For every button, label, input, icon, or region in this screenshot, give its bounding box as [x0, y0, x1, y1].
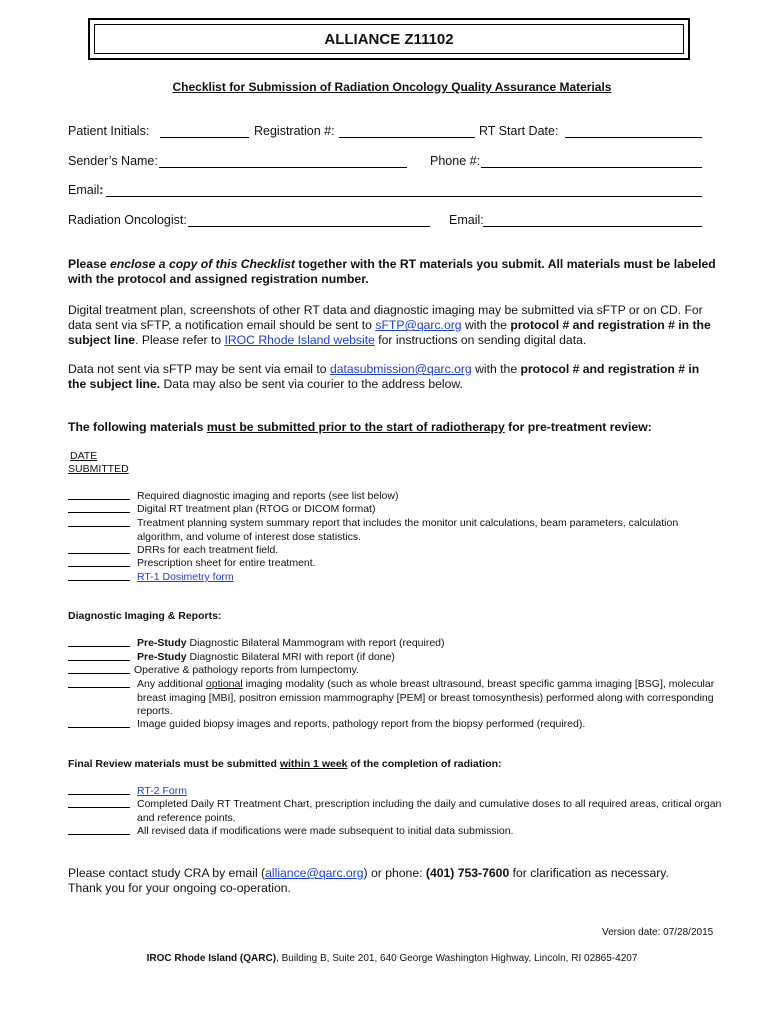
datasubmission-email-link[interactable]: datasubmission@qarc.org [329, 362, 472, 376]
list-item: All revised data if modifications were made subsequent to initial data submission. [68, 825, 728, 840]
senders-name-label: Sender’s Name: [68, 154, 158, 168]
list-item: Required diagnostic imaging and reports (see list below) [68, 490, 728, 505]
phone-label: Phone #: [430, 154, 481, 168]
date-submitted-blank[interactable] [68, 718, 130, 728]
email-label: Email: [68, 183, 104, 197]
date-submitted-blank[interactable] [68, 637, 130, 647]
rt2-form-link[interactable]: RT-2 Form [137, 785, 187, 797]
patient-initials-field[interactable] [160, 125, 249, 138]
date-submitted-blank[interactable] [68, 571, 130, 581]
list-item: Digital RT treatment plan (RTOG or DICOM format) [68, 503, 728, 518]
pretreatment-heading: The following materials must be submitted prior to the start of radiotherapy for pre-treatment review: [68, 420, 652, 434]
radiation-oncologist-field[interactable] [188, 214, 430, 227]
list-item [68, 571, 728, 586]
alliance-email-link[interactable]: alliance@qarc.org [265, 866, 364, 880]
radiation-oncologist-label: Radiation Oncologist: [68, 213, 187, 227]
list-item: Operative & pathology reports from lumpectomy. [68, 664, 728, 679]
thank-you-text: Thank you for your ongoing co-operation. [68, 881, 291, 895]
footer-address: IROC Rhode Island (QARC), Building B, Suite 201, 640 George Washington Highway, Lincoln, RI 02865-4207 [146, 953, 638, 964]
oncologist-email-field[interactable] [483, 214, 702, 227]
iroc-website-link[interactable]: IROC Rhode Island website [224, 333, 375, 347]
patient-initials-label: Patient Initials: [68, 124, 150, 138]
email-submission-paragraph: Data not sent via sFTP may be sent via email to datasubmission@qarc.org with the protocol # and registration # in the subject line. Data may also be sent via courier to the address below. [68, 362, 700, 391]
rt1-dosimetry-form-link[interactable]: RT-1 Dosimetry form [137, 571, 234, 583]
date-submitted-blank[interactable] [68, 664, 130, 674]
date-submitted-blank[interactable] [68, 557, 130, 567]
oncologist-email-label: Email: [449, 213, 484, 227]
email-field[interactable] [106, 184, 702, 197]
list-item: Any additional optional imaging modality (such as whole breast ultrasound, breast specific gamma imaging [BSG], molecular breast imaging [MBI], positron emission mammography [PEM] or breast tomosynthesis) performed along with corresponding reports. [68, 678, 728, 693]
date-submitted-blank[interactable] [68, 798, 130, 808]
date-submitted-blank[interactable] [68, 678, 130, 688]
contact-paragraph: Please contact study CRA by email (alliance@qarc.org) or phone: (401) 753-7600 for clarification as necessary. [68, 866, 669, 880]
enclose-checklist-paragraph: Please enclose a copy of this Checklist together with the RT materials you submit. All materials must be labeled with the protocol and assigned registration number. [68, 257, 716, 286]
rt-start-date-field[interactable] [565, 125, 702, 138]
list-item: DRRs for each treatment field. [68, 544, 728, 559]
senders-name-field[interactable] [159, 155, 407, 168]
sftp-paragraph: Digital treatment plan, screenshots of other RT data and diagnostic imaging may be submitted via sFTP or on CD. For data sent via sFTP, a notification email should be sent to sFTP@qarc.org with the protocol # and registration # in the subject line. Please refer to IROC Rhode Island website for instructions on sending digital data. [68, 303, 711, 347]
list-item: Pre-Study Diagnostic Bilateral Mammogram with report (required) [68, 637, 728, 652]
date-submitted-blank[interactable] [68, 517, 130, 527]
list-item: Pre-Study Diagnostic Bilateral MRI with report (if done) [68, 651, 728, 666]
list-item: Prescription sheet for entire treatment. [68, 557, 728, 572]
rt-start-date-label: RT Start Date: [479, 124, 559, 138]
date-submitted-blank[interactable] [68, 651, 130, 661]
phone-field[interactable] [481, 155, 702, 168]
registration-field[interactable] [339, 125, 475, 138]
registration-label: Registration #: [254, 124, 335, 138]
submitted-column-label: SUBMITTED [68, 463, 129, 475]
date-submitted-blank[interactable] [68, 490, 130, 500]
date-submitted-blank[interactable] [68, 785, 130, 795]
list-item: Image guided biopsy images and reports, pathology report from the biopsy performed (required). [68, 718, 728, 733]
sftp-email-link[interactable]: sFTP@qarc.org [375, 318, 462, 332]
date-submitted-blank[interactable] [68, 544, 130, 554]
version-date: Version date: 07/28/2015 [602, 927, 714, 938]
diagnostic-imaging-heading: Diagnostic Imaging & Reports: [68, 610, 222, 622]
date-column-label: DATE [70, 450, 98, 462]
document-subtitle: Checklist for Submission of Radiation Oncology Quality Assurance Materials [172, 80, 612, 94]
date-submitted-blank[interactable] [68, 503, 130, 513]
list-item: Completed Daily RT Treatment Chart, prescription including the daily and cumulative doses to all required areas, critical organ and reference points. [68, 798, 728, 813]
date-submitted-blank[interactable] [68, 825, 130, 835]
title-box [88, 18, 690, 60]
document-title: ALLIANCE Z11102 [94, 24, 684, 54]
final-review-heading: Final Review materials must be submitted within 1 week of the completion of radiation: [68, 758, 502, 770]
list-item: Treatment planning system summary report that includes the monitor unit calculations, beam parameters, calculation algorithm, and volume of interest dose statistics. [68, 517, 728, 532]
